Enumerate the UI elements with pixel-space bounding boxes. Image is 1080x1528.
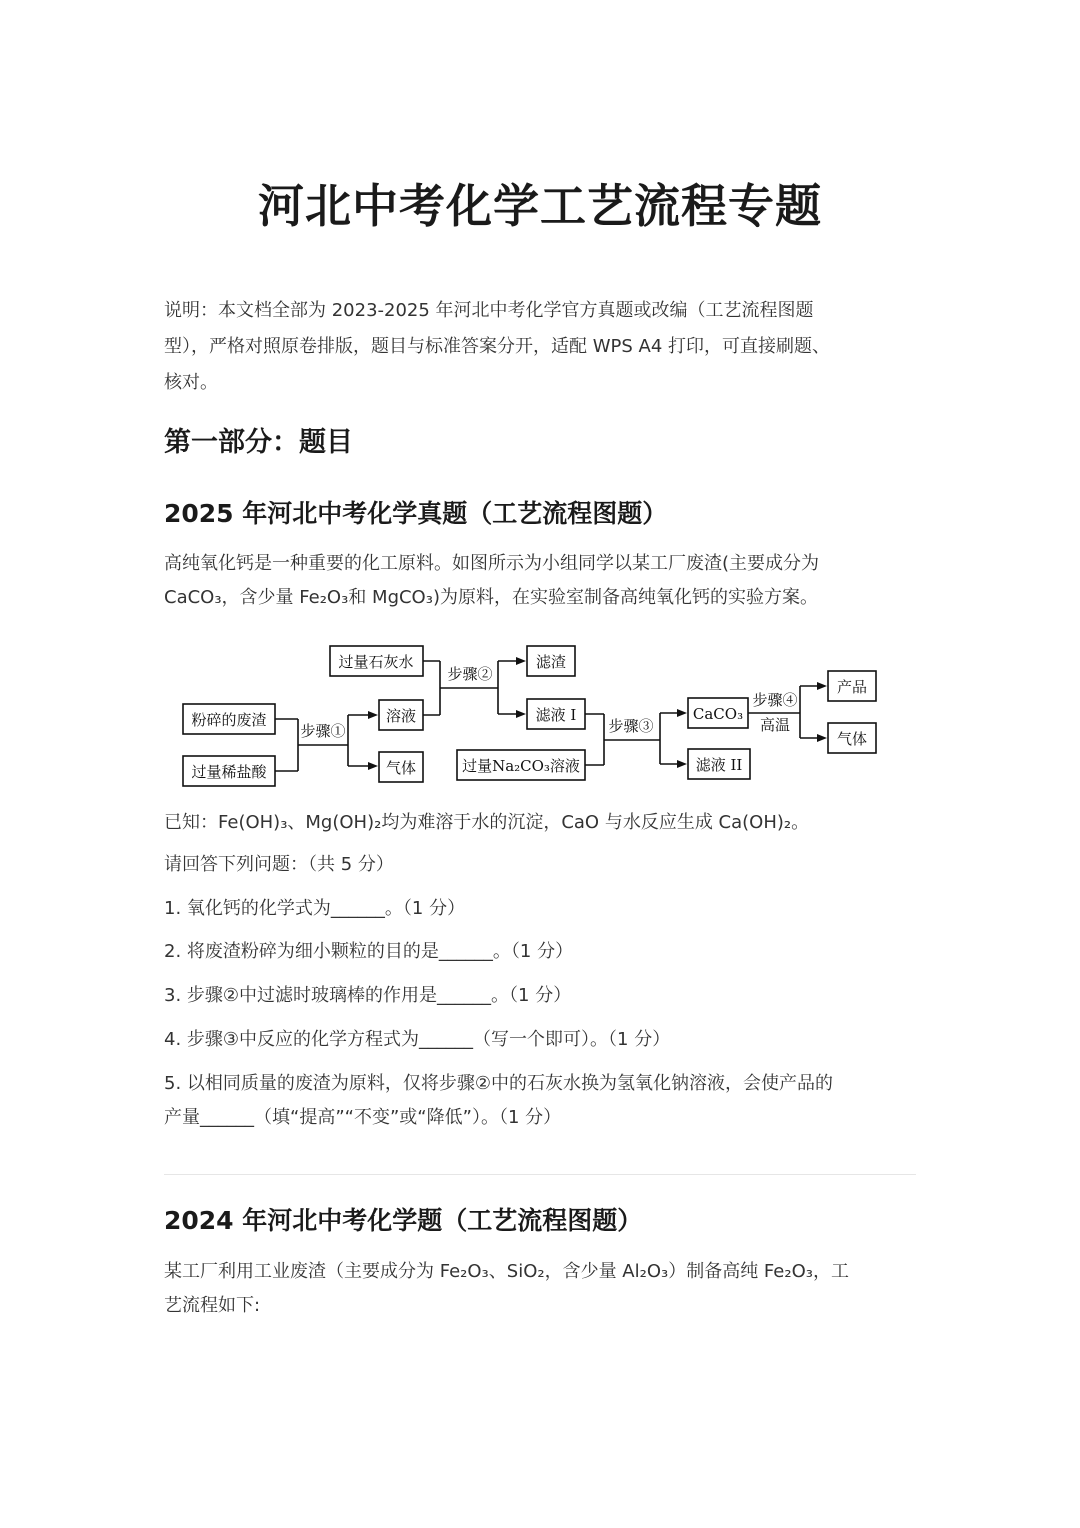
section-2025-intro [164,547,924,615]
document-note [164,293,919,401]
step1-label: 步骤① [300,722,346,740]
part-heading: 第一部分：题目 [164,427,353,458]
intro-line: 高纯氧化钙是一种重要的化工原料。如图所示为小组同学以某工厂废渣(主要成分为 [164,553,820,574]
arrow-head [516,710,526,718]
arrow-head [817,682,827,690]
waste-powder-label: 粉碎的废渣 [191,711,267,729]
note-line: 核对。 [164,372,218,393]
question-prompt: 请回答下列问题：（共 5 分） [164,854,394,875]
filtrate1-label: 滤液 I [535,706,577,724]
arrow-head [817,734,827,742]
gas1-label: 气体 [385,759,417,777]
filtrate2-label: 滤液 II [695,756,743,774]
section-divider [164,1174,916,1175]
excess-hcl-label: 过量稀盐酸 [191,763,267,781]
section-2025-heading: 2025 年河北中考化学真题（工艺流程图题） [164,499,668,528]
question-5 [164,1067,924,1135]
merge-line-2 [423,661,440,715]
section-2024-intro [164,1255,924,1323]
residue-label: 滤渣 [535,653,567,671]
arrow-head [368,762,378,770]
excess-limewater-label: 过量石灰水 [338,653,414,671]
question-1: 1. 氧化钙的化学式为______。（1 分） [164,898,466,919]
step4-label: 步骤④ [752,691,798,709]
step3-label: 步骤③ [608,717,654,735]
split-line-4 [800,686,817,738]
arrow-head [516,657,526,665]
question-3: 3. 步骤②中过滤时玻璃棒的作用是______。（1 分） [164,985,572,1006]
question-2: 2. 将废渣粉碎为细小颗粒的目的是______。（1 分） [164,941,574,962]
note-line: 型），严格对照原卷排版，题目与标准答案分开，适配 WPS A4 打印，可直接刷题、 [164,336,831,357]
note-line: 说明：本文档全部为 2023-2025 年河北中考化学官方真题或改编（工艺流程图题 [164,300,814,321]
gas2-label: 气体 [836,730,868,748]
product-label: 产品 [836,678,868,696]
question-5-line: 产量______（填“提高”“不变”或“降低”）。（1 分） [164,1107,562,1128]
solution-label: 溶液 [385,707,417,725]
excess-na2co3-label: 过量Na₂CO₃溶液 [462,757,580,775]
question-5-line: 5. 以相同质量的废渣为原料，仅将步骤②中的石灰水换为氢氧化钠溶液，会使产品的 [164,1073,834,1094]
intro-line: 某工厂利用工业废渣（主要成分为 Fe₂O₃、SiO₂，含少量 Al₂O₃）制备高纯 Fe₂O₃，工 [164,1261,849,1282]
split-line-1 [348,715,368,766]
split-line-3 [660,713,677,764]
known-info: 已知：Fe(OH)₃、Mg(OH)₂均为难溶于水的沉淀，CaO 与水反应生成 Ca(OH)₂。 [164,812,810,833]
process-flow-diagram [168,632,893,792]
intro-line: 艺流程如下: [164,1295,261,1316]
merge-line-3 [585,714,604,765]
arrow-head [368,711,378,719]
split-line-2 [498,661,516,714]
merge-line-1 [275,719,298,771]
page-title: 河北中考化学工艺流程专题 [258,179,822,233]
question-4: 4. 步骤③中反应的化学方程式为______（写一个即可）。（1 分） [164,1029,671,1050]
step2-label: 步骤② [447,665,493,683]
intro-line: CaCO₃，含少量 Fe₂O₃和 MgCO₃)为原料，在实验室制备高纯氧化钙的实验方案。 [164,587,818,608]
arrow-head [677,709,687,717]
caco3-label: CaCO₃ [692,705,744,723]
high-temp-label: 高温 [759,716,791,734]
section-2024-heading: 2024 年河北中考化学题（工艺流程图题） [164,1206,643,1235]
arrow-head [677,760,687,768]
